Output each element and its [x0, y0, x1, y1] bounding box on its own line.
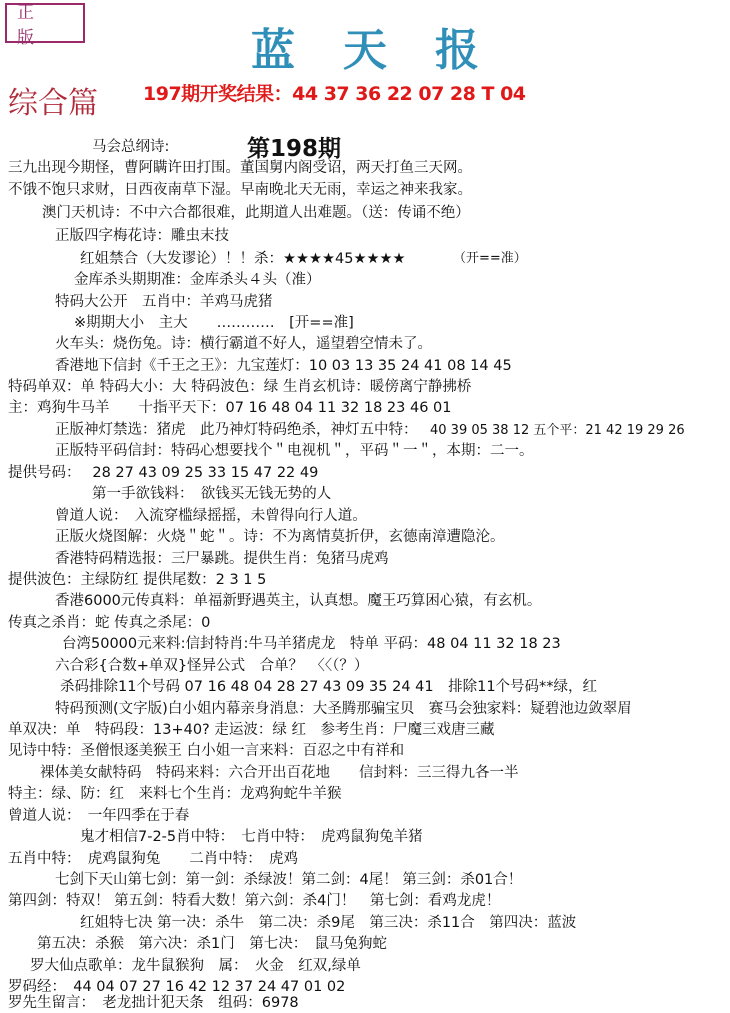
- size-prediction: ※期期大小 主大 ………… [开==准]: [74, 315, 354, 331]
- poem-line-1: 三九出现今期怪，曹阿瞒许田打围。董国舅内阁受诏，两天打鱼三天网。: [8, 160, 472, 176]
- train-head: 火车头：烧伤兔。诗：横行霸道不好人，遥望碧空情未了。: [55, 336, 432, 352]
- seven-swords-2: 第四剑：特双！ 第五剑：特看大数！第六剑：杀4门！ 第七剑：看鸡龙虎！: [8, 893, 501, 909]
- odd-even-size-color: 特码单双：单 特码大小：大 特码波色：绿 生肖玄机诗：暖傍离宁静拂桥: [8, 379, 472, 395]
- macau-poem: 澳门天机诗：不中六合都很难，此期道人出难题。（送：传诵不绝）: [42, 205, 470, 221]
- taoist-says-2: 曾道人说： 一年四季在于春: [8, 808, 190, 824]
- strange-formula: 六合彩{合数+单双}怪异公式 合单？ 〈〈（？）: [55, 658, 369, 674]
- fax-kill: 传真之杀肖：蛇 传真之杀尾：0: [8, 615, 211, 631]
- poem-special: 见诗中特：圣僧恨逐美猴王 白小姐一言来料：百忍之中有祥和: [8, 743, 405, 759]
- red-sister-seven-1: 红姐特七决 第一决：杀牛 第二决：杀9尾 第三决：杀11合 第四决：蓝波: [80, 915, 577, 931]
- flat-code-envelope: 正版特平码信封：特码心想要找个＂电视机＂，平码＂一＂，本期：二一。: [55, 443, 534, 459]
- provided-numbers: 提供号码： 28 27 43 09 25 33 15 47 22 49: [8, 465, 319, 481]
- red-sister-note: （开==准）: [453, 251, 527, 266]
- red-sister-seven-2: 第五决：杀猴 第六决：杀1门 第七决： 鼠马兔狗蛇: [37, 936, 387, 952]
- odd-even-segment: 单双决：单 特码段：13+40? 走运波：绿 红 参考生肖：尸魔三戏唐三藏: [8, 722, 495, 738]
- hk-fax-info: 香港6000元传真料：单福新野遇英主，认真想。魔王巧算困心猿，有玄机。: [55, 593, 542, 609]
- genuine-edition-stamp: 正 版: [5, 3, 85, 43]
- luo-song-list: 罗大仙点歌单：龙牛鼠猴狗 属： 火金 红双,绿单: [30, 958, 361, 974]
- issue-number: 第198期: [247, 136, 342, 162]
- five-two-zodiac: 五肖中特： 虎鸡鼠狗兔 二肖中特： 虎鸡: [8, 851, 298, 867]
- provided-color-tails: 提供波色：主绿防红 提供尾数：2 3 1 5: [8, 572, 267, 588]
- previous-draw-result: 197期开奖结果：44 37 36 22 07 28 T 04: [143, 83, 526, 105]
- plum-poem: 正版四字梅花诗：雕虫末技: [55, 228, 229, 244]
- special-code-five: 特码大公开 五肖中：羊鸡马虎猪: [55, 294, 273, 310]
- fire-diagram: 正版火烧图解：火烧＂蛇＂。诗：不为离情莫折伊，玄德南漳遭隐沦。: [55, 529, 505, 545]
- ghost-seven-zodiac: 鬼才相信7-2-5肖中特： 七肖中特： 虎鸡鼠狗兔羊猪: [80, 829, 423, 845]
- main-color-seven-zodiac: 特主：绿、防：红 来料七个生肖：龙鸡狗蛇牛羊猴: [8, 786, 342, 802]
- hk-special-selection: 香港特码精选报：三尸暴跳。提供生肖：兔猪马虎鸡: [55, 551, 389, 567]
- seven-swords-1: 七剑下天山第七剑：第一剑：杀绿波！第二剑：4尾！ 第三剑：杀01合！: [55, 872, 523, 888]
- taoist-says-1: 曾道人说： 入流穿槛绿摇摇，未曾得向行人道。: [55, 508, 367, 524]
- red-sister-forbidden: 红姐禁合（大发谬论）！！杀：★★★★45★★★★: [80, 251, 406, 267]
- luo-code-scripture: 罗码经： 44 04 07 27 16 42 12 37 24 47 01 02: [8, 979, 346, 995]
- mr-luo-message: 罗先生留言： 老龙拙计犯天条 组码：6978: [8, 995, 299, 1011]
- first-hand-info: 第一手欲钱料： 欲钱买无钱无势的人: [92, 486, 332, 502]
- hk-underground-envelope: 香港地下信封《千王之王》：九宝莲灯：10 03 13 35 24 41 08 14 45: [55, 358, 512, 374]
- section-title: 综合篇: [8, 86, 98, 121]
- magic-lamp-numbers: 40 39 05 38 12 五个平：21 42 19 29 26: [430, 423, 685, 438]
- main-zodiac-ten-fingers: 主：鸡狗牛马羊 十指平天下：07 16 48 04 11 32 18 23 46 01: [8, 400, 452, 416]
- poem-line-2: 不饿不饱只求财，日西夜南草下湿。早南晚北天无雨，幸运之神来我家。: [8, 182, 472, 198]
- vault-kill-head: 金库杀头期期准：金库杀头４头（准）: [74, 272, 321, 288]
- beauty-special-code: 裸体美女献特码 特码来料：六合开出百花地 信封料：三三得九各一半: [40, 765, 519, 781]
- kill-codes: 杀码排除11个号码 07 16 48 04 28 27 43 09 35 24 41 排除11个号码**绿，红: [60, 679, 598, 695]
- masthead-title: 蓝天报: [251, 25, 527, 76]
- text-prediction: 特码预测(文字版)白小姐内幕亲身消息：大圣腾那骗宝贝 赛马会独家料：疑碧池边敛翠眉: [55, 701, 632, 717]
- taiwan-info: 台湾50000元来料:信封特肖:牛马羊猪虎龙 特单 平码：48 04 11 32 18 23: [62, 636, 561, 652]
- magic-lamp: 正版神灯禁选：猪虎 此乃神灯特码绝杀，神灯五中特：: [55, 422, 418, 438]
- poem-heading: 马会总纲诗:: [92, 139, 170, 155]
